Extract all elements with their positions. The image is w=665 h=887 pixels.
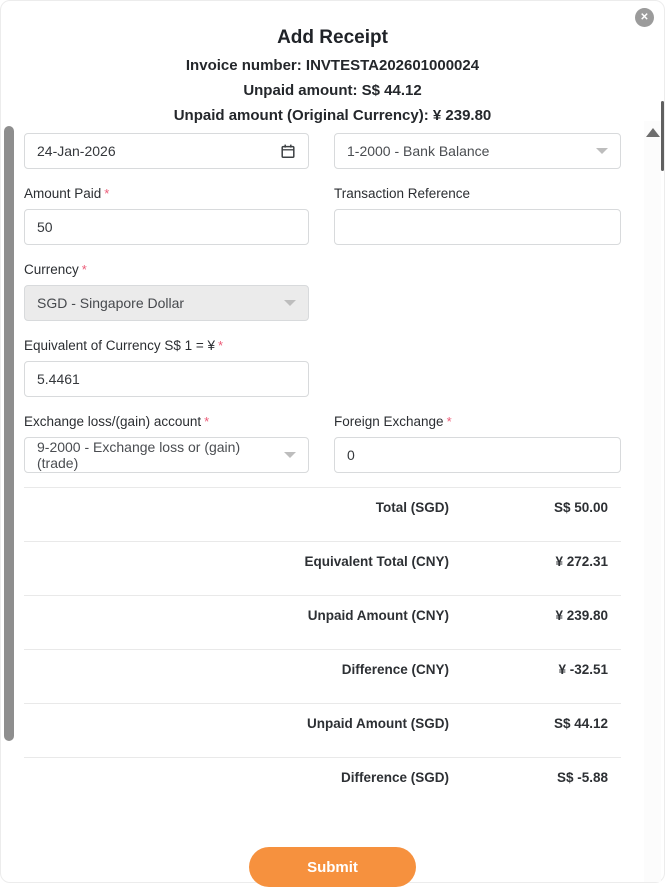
transaction-reference-label: Transaction Reference bbox=[334, 186, 471, 201]
required-asterisk: * bbox=[446, 414, 452, 429]
exchange-account-label: Exchange loss/(gain) account * bbox=[24, 414, 210, 429]
modal-footer bbox=[1, 847, 664, 887]
exchange-rate-input[interactable] bbox=[24, 361, 309, 397]
calendar-icon[interactable] bbox=[280, 143, 296, 159]
close-icon[interactable]: ✕ bbox=[635, 8, 654, 27]
required-asterisk: * bbox=[104, 186, 110, 201]
bank-account-select[interactable] bbox=[334, 133, 621, 169]
totals-summary bbox=[24, 487, 621, 811]
required-asterisk: * bbox=[204, 414, 210, 429]
exchange-account-value: 9-2000 - Exchange loss or (gain) (trade) bbox=[37, 439, 241, 471]
foreign-exchange-label: Foreign Exchange * bbox=[334, 414, 452, 429]
invoice-number-line: Invoice number: INVTESTA202601000024 bbox=[185, 57, 480, 74]
exchange-rate-label: Equivalent of Currency S$ 1 = ¥ * bbox=[24, 338, 224, 353]
chevron-down-icon bbox=[284, 300, 296, 306]
unpaid-amount-line: Unpaid amount: S$ 44.12 bbox=[243, 82, 422, 99]
chevron-down-icon bbox=[596, 148, 608, 154]
modal-header bbox=[1, 1, 664, 124]
submit-button[interactable]: Submit bbox=[249, 847, 416, 887]
summary-row-total-sgd: Total (SGD) S$ 50.00 bbox=[24, 487, 621, 541]
required-asterisk: * bbox=[81, 262, 87, 277]
exchange-account-select[interactable] bbox=[24, 437, 309, 473]
summary-row-difference-sgd: Difference (SGD) S$ -5.88 bbox=[24, 757, 621, 811]
scrollbar-track[interactable] bbox=[644, 121, 661, 882]
date-field[interactable] bbox=[24, 133, 309, 169]
foreign-exchange-input[interactable] bbox=[334, 437, 621, 473]
transaction-reference-input[interactable] bbox=[334, 209, 621, 245]
receipt-form bbox=[24, 133, 621, 473]
summary-row-difference-cny: Difference (CNY) ¥ -32.51 bbox=[24, 649, 621, 703]
summary-row-unpaid-amount-sgd: Unpaid Amount (SGD) S$ 44.12 bbox=[24, 703, 621, 757]
chevron-down-icon bbox=[284, 452, 296, 458]
amount-paid-label: Amount Paid * bbox=[24, 186, 110, 201]
scrollbar-thumb[interactable] bbox=[4, 126, 14, 741]
currency-value: SGD - Singapore Dollar bbox=[37, 295, 185, 311]
summary-row-equivalent-total-cny: Equivalent Total (CNY) ¥ 272.31 bbox=[24, 541, 621, 595]
currency-select bbox=[24, 285, 309, 321]
date-input[interactable] bbox=[37, 143, 280, 159]
unpaid-original-currency-line: Unpaid amount (Original Currency): ¥ 239.80 bbox=[173, 107, 492, 124]
amount-paid-input[interactable] bbox=[24, 209, 309, 245]
required-asterisk: * bbox=[217, 338, 224, 353]
currency-label: Currency * bbox=[24, 262, 87, 277]
summary-row-unpaid-amount-cny: Unpaid Amount (CNY) ¥ 239.80 bbox=[24, 595, 621, 649]
scroll-up-arrow-icon[interactable] bbox=[646, 128, 660, 137]
outer-scrollbar-thumb[interactable] bbox=[661, 101, 664, 171]
page-title: Add Receipt bbox=[277, 27, 388, 48]
bank-account-value: 1-2000 - Bank Balance bbox=[347, 143, 490, 159]
